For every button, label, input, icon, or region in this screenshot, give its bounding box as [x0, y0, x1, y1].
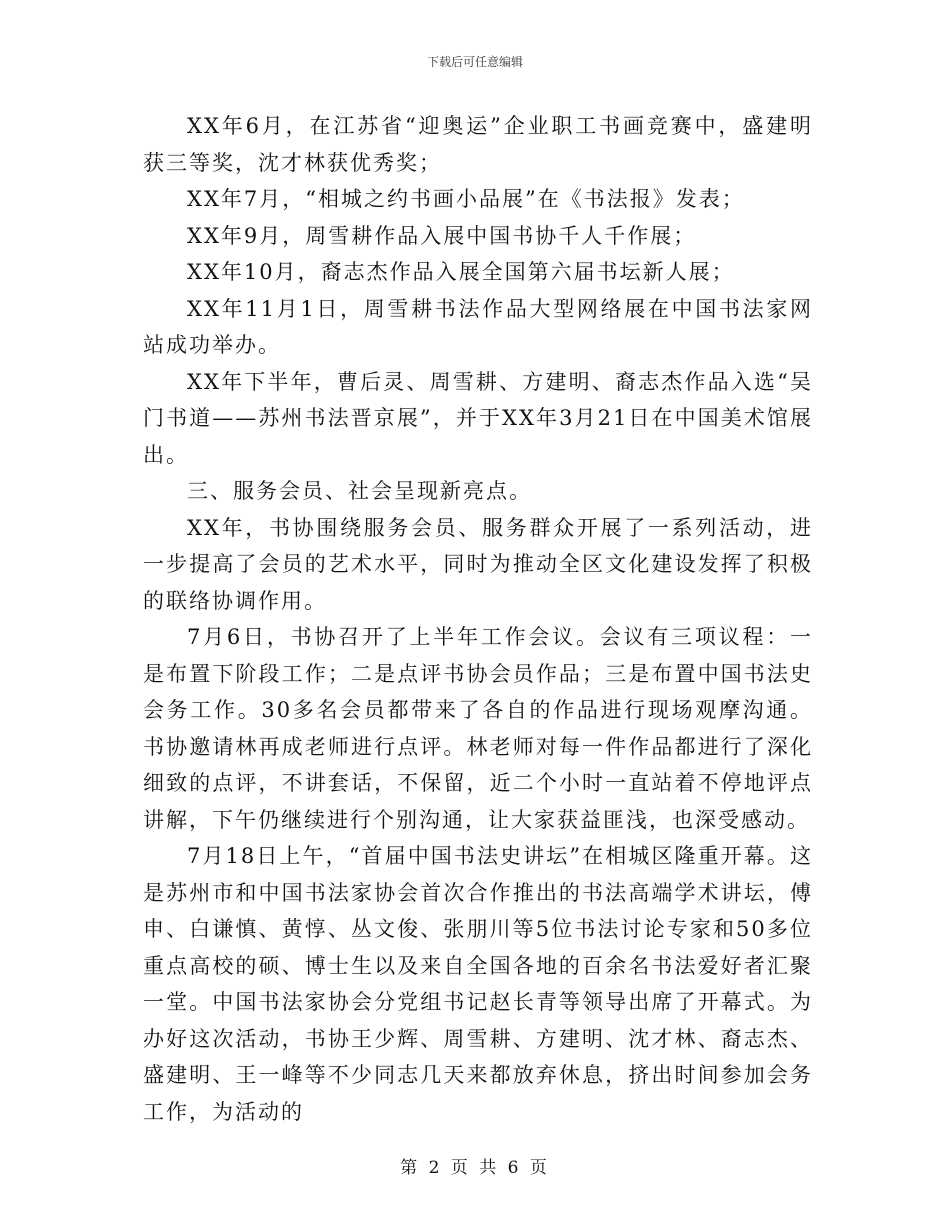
paragraph: XX年11月1日，周雪耕书法作品大型网络展在中国书法家网站成功举办。: [143, 296, 813, 357]
document-body: [143, 108, 813, 1130]
page-number: 第 2 页 共 6 页: [400, 1158, 550, 1178]
section-heading: 三、服务会员、社会呈现新亮点。: [187, 479, 532, 503]
paragraph: XX年，书协围绕服务会员、服务群众开展了一系列活动，进一步提高了会员的艺术水平，同时为推动全区文化建设发挥了积极的联络协调作用。: [143, 515, 813, 613]
page-header: 下载后可任意编辑: [426, 55, 523, 69]
paragraph: 7月6日，书协召开了上半年工作会议。会议有三项议程：一是布置下阶段工作；二是点评书协会员作品；三是布置中国书法史会务工作。30多名会员都带来了各自的作品进行现场观摩沟通。书协邀请林再成老师进行点评。林老师对每一件作品都进行了深化细致的点评，不讲套话，不保留，近二个小时一直站着不停地评点讲解，下午仍继续进行个别沟通，让大家获益匪浅，也深受感动。: [143, 625, 813, 832]
paragraph: XX年10月，裔志杰作品入展全国第六届书坛新人展；: [187, 260, 735, 284]
paragraph: XX年6月，在江苏省“迎奥运”企业职工书画竞赛中，盛建明获三等奖，沈才林获优秀奖；: [143, 114, 813, 175]
paragraph: XX年7月，“相城之约书画小品展”在《书法报》发表；: [187, 187, 745, 211]
paragraph: 7月18日上午，“首届中国书法史讲坛”在相城区隆重开幕。这是苏州市和中国书法家协会首次合作推出的书法高端学术讲坛，傅申、白谦慎、黄惇、丛文俊、张朋川等5位书法讨论专家和50多位重点高校的硕、博士生以及来自全国各地的百余名书法爱好者汇聚一堂。中国书法家协会分党组书记赵长青等领导出席了开幕式。为办好这次活动，书协王少辉、周雪耕、方建明、沈才林、裔志杰、盛建明、王一峰等不少同志几天来都放弃休息，挤出时间参加会务工作，为活动的: [143, 844, 813, 1124]
paragraph: XX年下半年，曹后灵、周雪耕、方建明、裔志杰作品入选“吴门书道——苏州书法晋京展”，并于XX年3月21日在中国美术馆展出。: [143, 369, 813, 467]
paragraph: XX年9月，周雪耕作品入展中国书协千人千作展；: [187, 223, 697, 248]
